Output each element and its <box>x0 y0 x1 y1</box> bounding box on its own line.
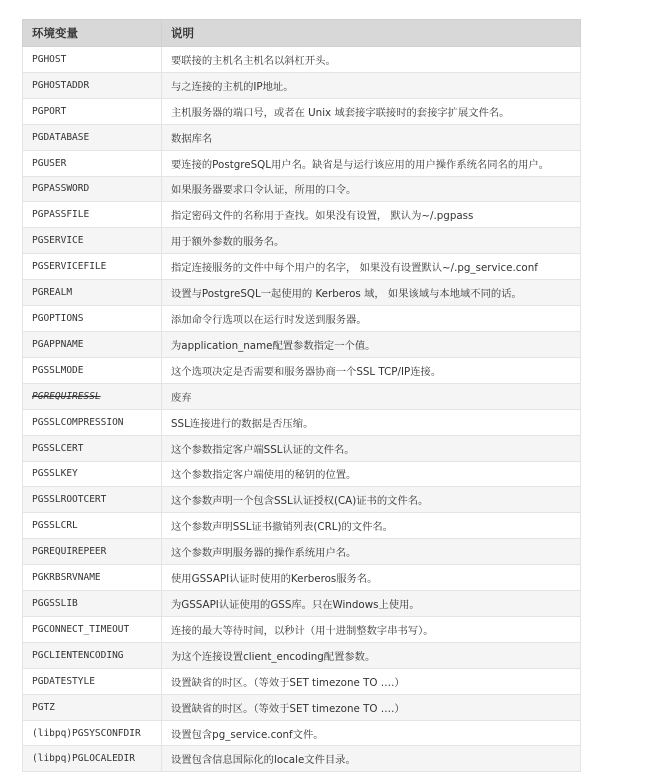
table-row <box>23 513 581 539</box>
env-var-description: 主机服务器的端口号，或者在 Unix 域套接字联接时的套接字扩展文件名。 <box>162 98 581 124</box>
env-var-name: PGREALM <box>32 287 73 299</box>
env-var-name: PGPORT <box>32 105 67 117</box>
env-var-name: PGSSLROOTCERT <box>32 494 107 506</box>
table-row <box>23 642 581 668</box>
env-var-name-cell <box>23 98 162 124</box>
table-row <box>23 616 581 642</box>
table-row <box>23 202 581 228</box>
table-body <box>23 47 581 772</box>
env-var-name: PGSERVICE <box>32 235 84 247</box>
env-var-name: PGAPPNAME <box>32 338 84 350</box>
env-var-name-cell <box>23 357 162 383</box>
env-var-name-cell <box>23 616 162 642</box>
table-row <box>23 565 581 591</box>
table-row <box>23 539 581 565</box>
env-var-description: 这个参数声明SSL证书撤销列表(CRL)的文件名。 <box>162 513 581 539</box>
env-var-name-cell <box>23 513 162 539</box>
table-header <box>23 20 581 47</box>
table-row <box>23 47 581 73</box>
table-row <box>23 461 581 487</box>
env-var-name-cell <box>23 331 162 357</box>
env-var-name-cell <box>23 694 162 720</box>
env-var-name-cell <box>23 591 162 617</box>
env-var-name: (libpq)PGLOCALEDIR <box>32 753 135 765</box>
env-var-description: 使用GSSAPI认证时使用的Kerberos服务名。 <box>162 565 581 591</box>
env-var-description: 这个参数指定客户端SSL认证的文件名。 <box>162 435 581 461</box>
env-var-description: SSL连接进行的数据是否压缩。 <box>162 409 581 435</box>
env-var-description: 连接的最大等待时间，以秒计（用十进制整数字串书写）。 <box>162 616 581 642</box>
env-var-description: 指定连接服务的文件中每个用户的名字， 如果没有设置默认~/.pg_service.conf <box>162 254 581 280</box>
env-var-name-cell <box>23 642 162 668</box>
env-var-name: PGHOSTADDR <box>32 79 90 91</box>
table-row <box>23 306 581 332</box>
table-row <box>23 409 581 435</box>
env-var-name-cell <box>23 228 162 254</box>
env-var-name-cell <box>23 176 162 202</box>
env-var-name-cell <box>23 539 162 565</box>
env-var-name: PGCONNECT_TIMEOUT <box>32 623 130 635</box>
env-var-description: 与之连接的主机的IP地址。 <box>162 72 581 98</box>
env-var-description: 设置缺省的时区。（等效于SET timezone TO ….） <box>162 694 581 720</box>
env-var-name-cell <box>23 202 162 228</box>
env-var-description: 这个参数指定客户端使用的秘钥的位置。 <box>162 461 581 487</box>
env-var-description: 要连接的PostgreSQL用户名。缺省是与运行该应用的用户操作系统名同名的用户。 <box>162 150 581 176</box>
table-row <box>23 254 581 280</box>
table-row <box>23 98 581 124</box>
env-var-name: PGPASSFILE <box>32 209 90 221</box>
env-var-description: 数据库名 <box>162 124 581 150</box>
table-row <box>23 591 581 617</box>
env-var-name-cell <box>23 746 162 772</box>
env-var-name: PGKRBSRVNAME <box>32 572 101 584</box>
table-row <box>23 72 581 98</box>
env-var-description: 指定密码文件的名称用于查找。如果没有设置， 默认为~/.pgpass <box>162 202 581 228</box>
env-var-name: PGSSLCOMPRESSION <box>32 416 124 428</box>
env-var-table-container <box>22 19 580 772</box>
table-row <box>23 720 581 746</box>
env-var-description: 设置缺省的时区。（等效于SET timezone TO ….） <box>162 668 581 694</box>
env-var-name: PGUSER <box>32 157 67 169</box>
env-var-description: 如果服务器要求口令认证，所用的口令。 <box>162 176 581 202</box>
env-var-name: PGSERVICEFILE <box>32 261 107 273</box>
table-row <box>23 331 581 357</box>
env-var-description: 设置与PostgreSQL一起使用的 Kerberos 域， 如果该域与本地域不同的话。 <box>162 280 581 306</box>
table-row <box>23 176 581 202</box>
env-var-name: PGDATABASE <box>32 131 90 143</box>
env-var-name: PGTZ <box>32 701 55 713</box>
env-var-name-cell <box>23 47 162 73</box>
env-var-description: 这个参数声明服务器的操作系统用户名。 <box>162 539 581 565</box>
env-var-table <box>22 19 581 772</box>
env-var-name: PGHOST <box>32 53 67 65</box>
env-var-name-cell <box>23 383 162 409</box>
env-var-name-cell <box>23 409 162 435</box>
env-var-name-cell <box>23 150 162 176</box>
table-row <box>23 124 581 150</box>
table-row <box>23 668 581 694</box>
env-var-name-cell <box>23 720 162 746</box>
table-row <box>23 280 581 306</box>
env-var-description: 设置包含信息国际化的locale文件目录。 <box>162 746 581 772</box>
env-var-description: 为GSSAPI认证使用的GSS库。只在Windows上使用。 <box>162 591 581 617</box>
column-header-variable: 环境变量 <box>23 20 162 47</box>
env-var-name-cell <box>23 565 162 591</box>
env-var-name-cell <box>23 306 162 332</box>
column-header-description: 说明 <box>162 20 581 47</box>
env-var-name: PGSSLCERT <box>32 442 84 454</box>
env-var-name: PGOPTIONS <box>32 313 84 325</box>
env-var-name: (libpq)PGSYSCONFDIR <box>32 727 141 739</box>
env-var-name-cell <box>23 280 162 306</box>
env-var-description: 这个选项决定是否需要和服务器协商一个SSL TCP/IP连接。 <box>162 357 581 383</box>
env-var-name: PGSSLCRL <box>32 520 78 532</box>
table-row <box>23 383 581 409</box>
env-var-name-cell <box>23 72 162 98</box>
table-row <box>23 150 581 176</box>
env-var-description: 要联接的主机名主机名以斜杠开头。 <box>162 47 581 73</box>
env-var-name: PGDATESTYLE <box>32 675 95 687</box>
env-var-name-cell <box>23 487 162 513</box>
table-header-row <box>23 20 581 47</box>
env-var-description: 这个参数声明一个包含SSL认证授权(CA)证书的文件名。 <box>162 487 581 513</box>
env-var-description: 为application_name配置参数指定一个值。 <box>162 331 581 357</box>
env-var-name: PGREQUIRESSL <box>32 390 101 402</box>
env-var-name-cell <box>23 124 162 150</box>
env-var-description: 用于额外参数的服务名。 <box>162 228 581 254</box>
table-row <box>23 487 581 513</box>
table-row <box>23 435 581 461</box>
env-var-name: PGSSLMODE <box>32 364 84 376</box>
env-var-name: PGREQUIREPEER <box>32 546 107 558</box>
env-var-name-cell <box>23 435 162 461</box>
env-var-name-cell <box>23 461 162 487</box>
env-var-name: PGPASSWORD <box>32 183 90 195</box>
table-row <box>23 694 581 720</box>
env-var-description: 添加命令行选项以在运行时发送到服务器。 <box>162 306 581 332</box>
table-row <box>23 357 581 383</box>
table-row <box>23 228 581 254</box>
env-var-description: 设置包含pg_service.conf文件。 <box>162 720 581 746</box>
env-var-name-cell <box>23 668 162 694</box>
env-var-name: PGGSSLIB <box>32 597 78 609</box>
env-var-description: 为这个连接设置client_encoding配置参数。 <box>162 642 581 668</box>
env-var-description: 废弃 <box>162 383 581 409</box>
env-var-name: PGSSLKEY <box>32 468 78 480</box>
env-var-name: PGCLIENTENCODING <box>32 649 124 661</box>
table-row <box>23 746 581 772</box>
env-var-name-cell <box>23 254 162 280</box>
